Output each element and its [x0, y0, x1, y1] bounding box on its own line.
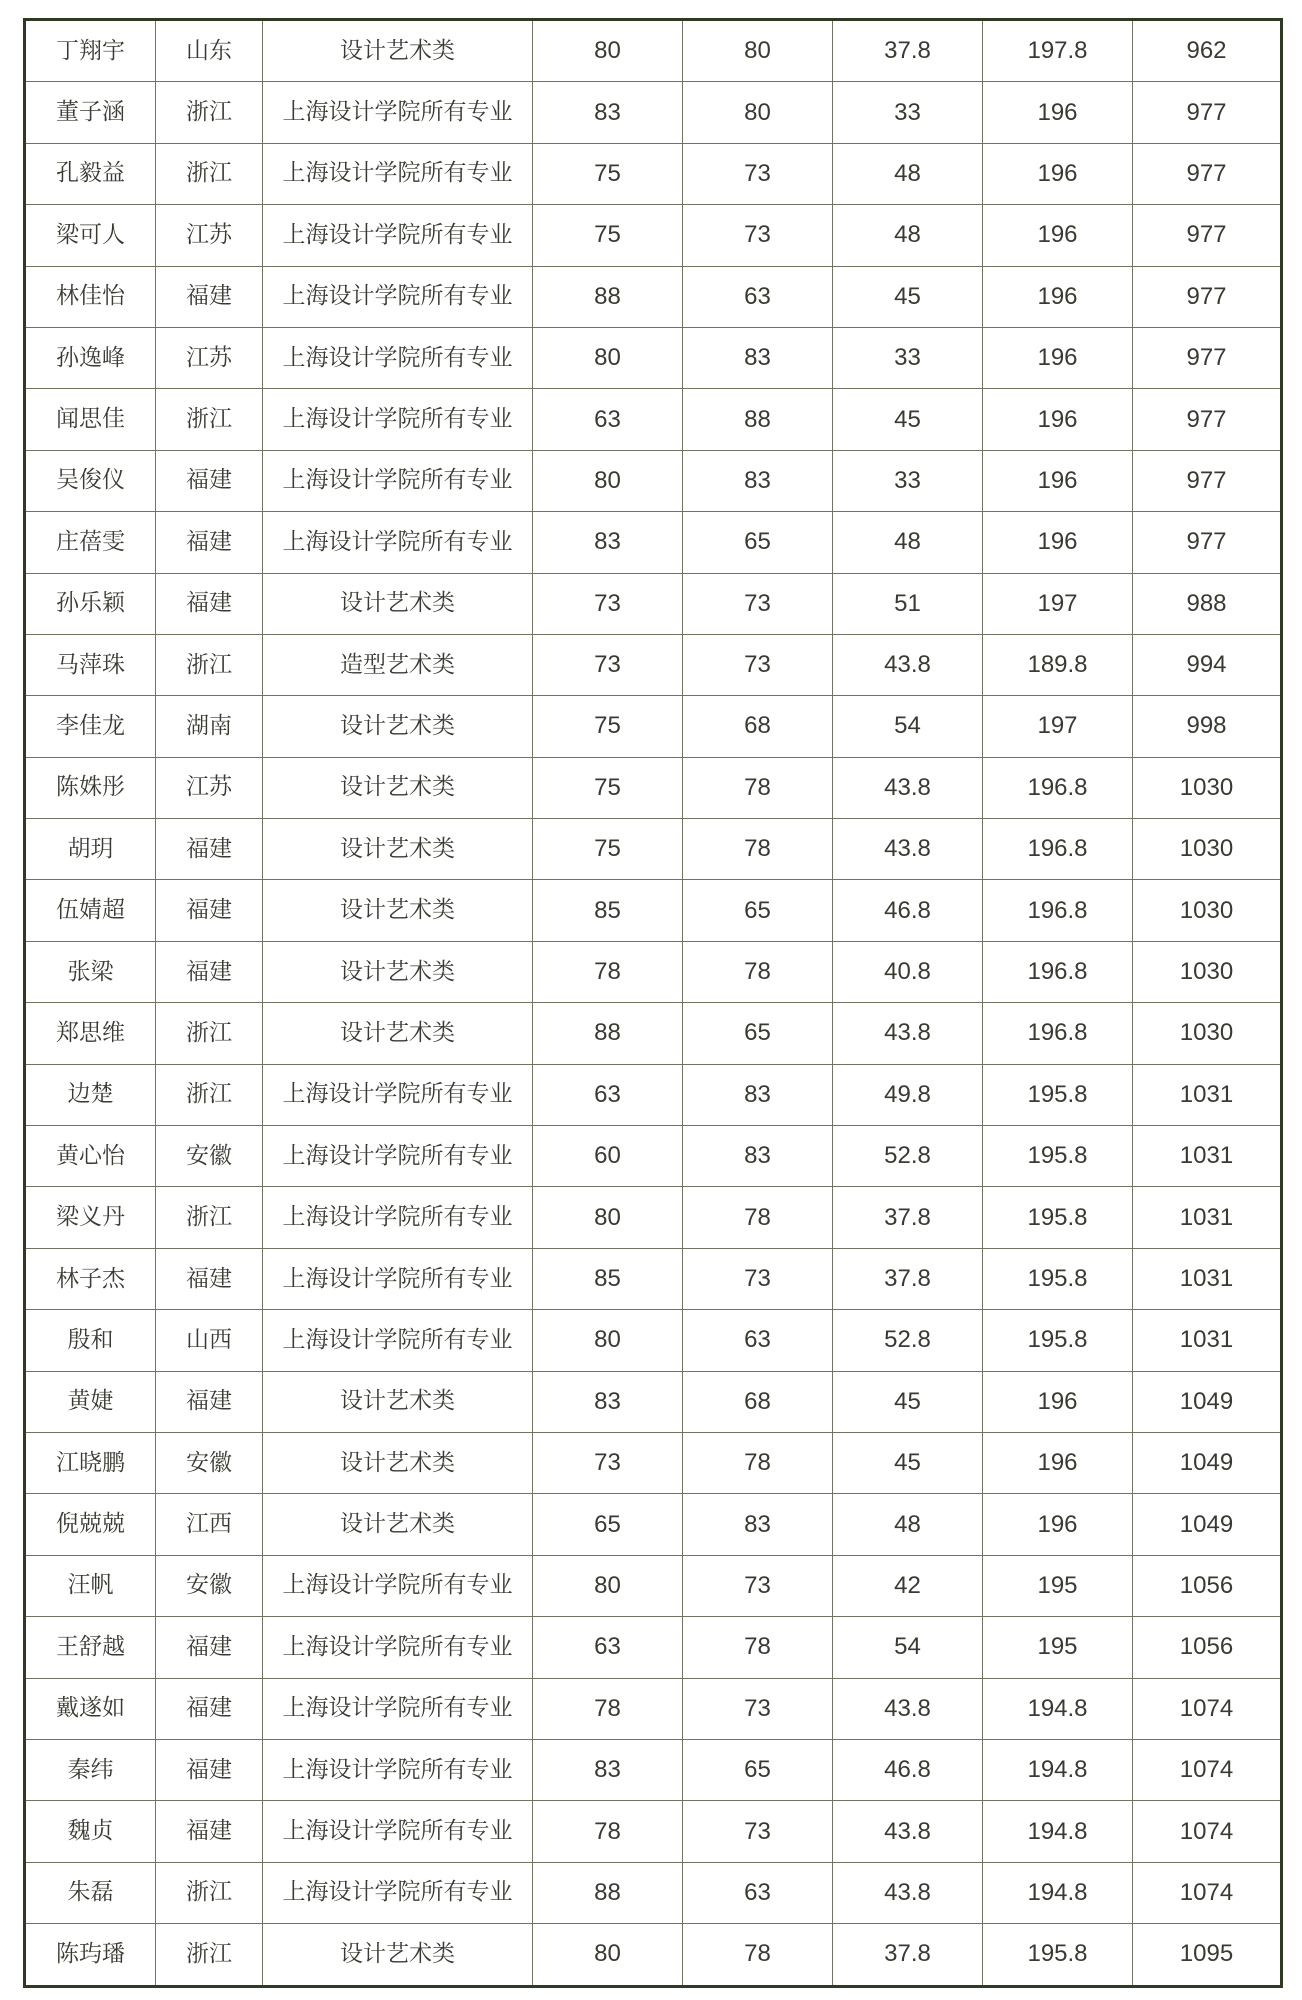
name-cell: 秦纬	[25, 1739, 156, 1800]
name-cell: 江晓鹏	[25, 1432, 156, 1493]
total-cell: 196	[983, 450, 1133, 511]
total-cell: 196	[983, 82, 1133, 143]
table-row	[25, 1187, 1282, 1248]
province-cell: 浙江	[156, 389, 263, 450]
name-cell: 梁可人	[25, 205, 156, 266]
table-row	[25, 1310, 1282, 1371]
score1-cell: 85	[533, 880, 683, 941]
score1-cell: 80	[533, 327, 683, 388]
score3-cell: 52.8	[833, 1126, 983, 1187]
major-cell: 上海设计学院所有专业	[263, 1310, 533, 1371]
score2-cell: 83	[683, 327, 833, 388]
score2-cell: 78	[683, 1432, 833, 1493]
score2-cell: 73	[683, 1801, 833, 1862]
total-cell: 196	[983, 143, 1133, 204]
score2-cell: 83	[683, 450, 833, 511]
rank-cell: 1030	[1133, 819, 1282, 880]
major-cell: 设计艺术类	[263, 696, 533, 757]
score2-cell: 78	[683, 819, 833, 880]
table-row	[25, 573, 1282, 634]
table-row	[25, 20, 1282, 82]
name-cell: 李佳龙	[25, 696, 156, 757]
table-row	[25, 696, 1282, 757]
name-cell: 胡玥	[25, 819, 156, 880]
score2-cell: 63	[683, 1862, 833, 1923]
rank-cell: 998	[1133, 696, 1282, 757]
rank-cell: 1074	[1133, 1801, 1282, 1862]
table-body	[25, 20, 1282, 1987]
name-cell: 孙乐颖	[25, 573, 156, 634]
rank-cell: 994	[1133, 634, 1282, 695]
table-row	[25, 941, 1282, 1002]
rank-cell: 1031	[1133, 1187, 1282, 1248]
total-cell: 195.8	[983, 1310, 1133, 1371]
major-cell: 设计艺术类	[263, 573, 533, 634]
score3-cell: 43.8	[833, 634, 983, 695]
score2-cell: 73	[683, 143, 833, 204]
score3-cell: 43.8	[833, 1678, 983, 1739]
province-cell: 安徽	[156, 1555, 263, 1616]
major-cell: 上海设计学院所有专业	[263, 266, 533, 327]
table-row	[25, 143, 1282, 204]
score3-cell: 43.8	[833, 1801, 983, 1862]
province-cell: 福建	[156, 941, 263, 1002]
province-cell: 福建	[156, 1248, 263, 1309]
score1-cell: 80	[533, 1310, 683, 1371]
province-cell: 江西	[156, 1494, 263, 1555]
province-cell: 浙江	[156, 143, 263, 204]
score3-cell: 45	[833, 1371, 983, 1432]
total-cell: 197	[983, 696, 1133, 757]
table-row	[25, 880, 1282, 941]
name-cell: 边楚	[25, 1064, 156, 1125]
table-row	[25, 1801, 1282, 1862]
score1-cell: 78	[533, 1678, 683, 1739]
table-row	[25, 1248, 1282, 1309]
score3-cell: 52.8	[833, 1310, 983, 1371]
total-cell: 196.8	[983, 941, 1133, 1002]
province-cell: 浙江	[156, 1924, 263, 1986]
score1-cell: 83	[533, 1371, 683, 1432]
name-cell: 戴遂如	[25, 1678, 156, 1739]
rank-cell: 1095	[1133, 1924, 1282, 1986]
table-row	[25, 512, 1282, 573]
score2-cell: 73	[683, 1555, 833, 1616]
province-cell: 浙江	[156, 634, 263, 695]
score2-cell: 73	[683, 1678, 833, 1739]
rank-cell: 1056	[1133, 1617, 1282, 1678]
total-cell: 194.8	[983, 1739, 1133, 1800]
province-cell: 浙江	[156, 1187, 263, 1248]
major-cell: 上海设计学院所有专业	[263, 1126, 533, 1187]
rank-cell: 977	[1133, 512, 1282, 573]
rank-cell: 977	[1133, 450, 1282, 511]
total-cell: 196	[983, 389, 1133, 450]
name-cell: 伍婧超	[25, 880, 156, 941]
score1-cell: 73	[533, 634, 683, 695]
score1-cell: 73	[533, 1432, 683, 1493]
total-cell: 197	[983, 573, 1133, 634]
province-cell: 福建	[156, 1801, 263, 1862]
rank-cell: 977	[1133, 266, 1282, 327]
table-row	[25, 1003, 1282, 1064]
name-cell: 马萍珠	[25, 634, 156, 695]
province-cell: 福建	[156, 1678, 263, 1739]
table-row	[25, 389, 1282, 450]
name-cell: 黄婕	[25, 1371, 156, 1432]
score3-cell: 51	[833, 573, 983, 634]
score3-cell: 37.8	[833, 1187, 983, 1248]
total-cell: 195.8	[983, 1064, 1133, 1125]
table-row	[25, 1678, 1282, 1739]
score3-cell: 45	[833, 1432, 983, 1493]
major-cell: 上海设计学院所有专业	[263, 450, 533, 511]
total-cell: 195	[983, 1555, 1133, 1616]
score2-cell: 73	[683, 634, 833, 695]
table-row	[25, 1617, 1282, 1678]
score1-cell: 80	[533, 1555, 683, 1616]
score-table	[23, 18, 1283, 1988]
province-cell: 福建	[156, 573, 263, 634]
name-cell: 孙逸峰	[25, 327, 156, 388]
table-row	[25, 1494, 1282, 1555]
rank-cell: 1049	[1133, 1371, 1282, 1432]
major-cell: 设计艺术类	[263, 1432, 533, 1493]
rank-cell: 1030	[1133, 941, 1282, 1002]
total-cell: 196.8	[983, 1003, 1133, 1064]
score1-cell: 73	[533, 573, 683, 634]
table-row	[25, 1126, 1282, 1187]
rank-cell: 962	[1133, 20, 1282, 82]
name-cell: 林佳怡	[25, 266, 156, 327]
major-cell: 设计艺术类	[263, 941, 533, 1002]
province-cell: 浙江	[156, 1003, 263, 1064]
major-cell: 上海设计学院所有专业	[263, 1801, 533, 1862]
score1-cell: 85	[533, 1248, 683, 1309]
total-cell: 195.8	[983, 1924, 1133, 1986]
score1-cell: 88	[533, 266, 683, 327]
name-cell: 董子涵	[25, 82, 156, 143]
score2-cell: 88	[683, 389, 833, 450]
major-cell: 上海设计学院所有专业	[263, 1064, 533, 1125]
score1-cell: 88	[533, 1003, 683, 1064]
major-cell: 设计艺术类	[263, 1924, 533, 1986]
total-cell: 197.8	[983, 20, 1133, 82]
score1-cell: 63	[533, 1617, 683, 1678]
province-cell: 福建	[156, 450, 263, 511]
total-cell: 195	[983, 1617, 1133, 1678]
score2-cell: 83	[683, 1126, 833, 1187]
score3-cell: 48	[833, 143, 983, 204]
province-cell: 湖南	[156, 696, 263, 757]
score3-cell: 33	[833, 82, 983, 143]
name-cell: 黄心怡	[25, 1126, 156, 1187]
score1-cell: 63	[533, 1064, 683, 1125]
score1-cell: 78	[533, 1801, 683, 1862]
name-cell: 孔毅益	[25, 143, 156, 204]
name-cell: 魏贞	[25, 1801, 156, 1862]
score3-cell: 33	[833, 327, 983, 388]
score2-cell: 73	[683, 205, 833, 266]
name-cell: 倪兢兢	[25, 1494, 156, 1555]
score2-cell: 65	[683, 880, 833, 941]
rank-cell: 1074	[1133, 1862, 1282, 1923]
rank-cell: 977	[1133, 205, 1282, 266]
score1-cell: 60	[533, 1126, 683, 1187]
score3-cell: 49.8	[833, 1064, 983, 1125]
total-cell: 194.8	[983, 1678, 1133, 1739]
score2-cell: 83	[683, 1494, 833, 1555]
score3-cell: 48	[833, 205, 983, 266]
score1-cell: 80	[533, 450, 683, 511]
major-cell: 设计艺术类	[263, 1003, 533, 1064]
rank-cell: 977	[1133, 82, 1282, 143]
score1-cell: 75	[533, 143, 683, 204]
score1-cell: 63	[533, 389, 683, 450]
score2-cell: 68	[683, 1371, 833, 1432]
total-cell: 194.8	[983, 1801, 1133, 1862]
score3-cell: 43.8	[833, 757, 983, 818]
name-cell: 张梁	[25, 941, 156, 1002]
table-row	[25, 1064, 1282, 1125]
province-cell: 福建	[156, 512, 263, 573]
rank-cell: 1030	[1133, 757, 1282, 818]
score3-cell: 40.8	[833, 941, 983, 1002]
major-cell: 设计艺术类	[263, 757, 533, 818]
score1-cell: 75	[533, 205, 683, 266]
score2-cell: 80	[683, 20, 833, 82]
rank-cell: 1030	[1133, 880, 1282, 941]
name-cell: 陈姝彤	[25, 757, 156, 818]
rank-cell: 977	[1133, 143, 1282, 204]
score2-cell: 83	[683, 1064, 833, 1125]
score3-cell: 43.8	[833, 1003, 983, 1064]
name-cell: 朱磊	[25, 1862, 156, 1923]
table-row	[25, 1555, 1282, 1616]
name-cell: 汪帆	[25, 1555, 156, 1616]
total-cell: 196.8	[983, 819, 1133, 880]
score2-cell: 78	[683, 757, 833, 818]
table-row	[25, 819, 1282, 880]
name-cell: 吴俊仪	[25, 450, 156, 511]
table-row	[25, 1739, 1282, 1800]
score2-cell: 78	[683, 941, 833, 1002]
score3-cell: 43.8	[833, 1862, 983, 1923]
name-cell: 殷和	[25, 1310, 156, 1371]
score3-cell: 45	[833, 389, 983, 450]
table-row	[25, 757, 1282, 818]
table-row	[25, 450, 1282, 511]
rank-cell: 1074	[1133, 1678, 1282, 1739]
major-cell: 设计艺术类	[263, 1494, 533, 1555]
score1-cell: 65	[533, 1494, 683, 1555]
score3-cell: 54	[833, 696, 983, 757]
total-cell: 196	[983, 512, 1133, 573]
total-cell: 196	[983, 1494, 1133, 1555]
score2-cell: 73	[683, 1248, 833, 1309]
table-row	[25, 327, 1282, 388]
name-cell: 庄蓓雯	[25, 512, 156, 573]
total-cell: 189.8	[983, 634, 1133, 695]
score2-cell: 73	[683, 573, 833, 634]
rank-cell: 1074	[1133, 1739, 1282, 1800]
total-cell: 196	[983, 1432, 1133, 1493]
total-cell: 196	[983, 327, 1133, 388]
rank-cell: 1031	[1133, 1064, 1282, 1125]
score3-cell: 37.8	[833, 20, 983, 82]
score2-cell: 65	[683, 1739, 833, 1800]
table-row	[25, 634, 1282, 695]
score1-cell: 83	[533, 82, 683, 143]
table-row	[25, 1432, 1282, 1493]
total-cell: 194.8	[983, 1862, 1133, 1923]
rank-cell: 1031	[1133, 1126, 1282, 1187]
province-cell: 山西	[156, 1310, 263, 1371]
major-cell: 设计艺术类	[263, 1371, 533, 1432]
province-cell: 福建	[156, 1617, 263, 1678]
score2-cell: 65	[683, 1003, 833, 1064]
score1-cell: 80	[533, 1924, 683, 1986]
total-cell: 196.8	[983, 757, 1133, 818]
province-cell: 安徽	[156, 1126, 263, 1187]
score2-cell: 63	[683, 266, 833, 327]
score2-cell: 65	[683, 512, 833, 573]
total-cell: 196	[983, 1371, 1133, 1432]
score3-cell: 45	[833, 266, 983, 327]
total-cell: 196	[983, 205, 1133, 266]
score1-cell: 78	[533, 941, 683, 1002]
province-cell: 福建	[156, 880, 263, 941]
score3-cell: 48	[833, 512, 983, 573]
rank-cell: 1031	[1133, 1248, 1282, 1309]
rank-cell: 1030	[1133, 1003, 1282, 1064]
major-cell: 上海设计学院所有专业	[263, 389, 533, 450]
major-cell: 上海设计学院所有专业	[263, 327, 533, 388]
province-cell: 安徽	[156, 1432, 263, 1493]
province-cell: 福建	[156, 819, 263, 880]
rank-cell: 1049	[1133, 1432, 1282, 1493]
province-cell: 江苏	[156, 205, 263, 266]
table-row	[25, 1862, 1282, 1923]
major-cell: 上海设计学院所有专业	[263, 1678, 533, 1739]
province-cell: 浙江	[156, 1862, 263, 1923]
score1-cell: 83	[533, 512, 683, 573]
score1-cell: 80	[533, 1187, 683, 1248]
total-cell: 195.8	[983, 1248, 1133, 1309]
rank-cell: 988	[1133, 573, 1282, 634]
score2-cell: 68	[683, 696, 833, 757]
rank-cell: 977	[1133, 327, 1282, 388]
score2-cell: 78	[683, 1924, 833, 1986]
rank-cell: 1031	[1133, 1310, 1282, 1371]
province-cell: 浙江	[156, 82, 263, 143]
province-cell: 福建	[156, 1371, 263, 1432]
score1-cell: 80	[533, 20, 683, 82]
score3-cell: 33	[833, 450, 983, 511]
province-cell: 江苏	[156, 327, 263, 388]
total-cell: 195.8	[983, 1187, 1133, 1248]
table-row	[25, 1371, 1282, 1432]
score1-cell: 83	[533, 1739, 683, 1800]
rank-cell: 1056	[1133, 1555, 1282, 1616]
score1-cell: 75	[533, 757, 683, 818]
province-cell: 山东	[156, 20, 263, 82]
total-cell: 195.8	[983, 1126, 1133, 1187]
major-cell: 上海设计学院所有专业	[263, 1617, 533, 1678]
score2-cell: 78	[683, 1617, 833, 1678]
name-cell: 闻思佳	[25, 389, 156, 450]
score2-cell: 78	[683, 1187, 833, 1248]
table-row	[25, 82, 1282, 143]
score3-cell: 37.8	[833, 1924, 983, 1986]
major-cell: 上海设计学院所有专业	[263, 1187, 533, 1248]
name-cell: 丁翔宇	[25, 20, 156, 82]
score2-cell: 63	[683, 1310, 833, 1371]
score3-cell: 37.8	[833, 1248, 983, 1309]
major-cell: 上海设计学院所有专业	[263, 1555, 533, 1616]
score2-cell: 80	[683, 82, 833, 143]
major-cell: 上海设计学院所有专业	[263, 512, 533, 573]
table-row	[25, 1924, 1282, 1986]
rank-cell: 1049	[1133, 1494, 1282, 1555]
major-cell: 上海设计学院所有专业	[263, 1862, 533, 1923]
score1-cell: 75	[533, 696, 683, 757]
table-row	[25, 205, 1282, 266]
rank-cell: 977	[1133, 389, 1282, 450]
province-cell: 福建	[156, 266, 263, 327]
score3-cell: 42	[833, 1555, 983, 1616]
name-cell: 林子杰	[25, 1248, 156, 1309]
name-cell: 王舒越	[25, 1617, 156, 1678]
major-cell: 上海设计学院所有专业	[263, 205, 533, 266]
table-row	[25, 266, 1282, 327]
score1-cell: 88	[533, 1862, 683, 1923]
major-cell: 设计艺术类	[263, 880, 533, 941]
score3-cell: 46.8	[833, 880, 983, 941]
total-cell: 196	[983, 266, 1133, 327]
major-cell: 造型艺术类	[263, 634, 533, 695]
province-cell: 浙江	[156, 1064, 263, 1125]
score3-cell: 46.8	[833, 1739, 983, 1800]
name-cell: 郑思维	[25, 1003, 156, 1064]
name-cell: 陈玙璠	[25, 1924, 156, 1986]
score3-cell: 43.8	[833, 819, 983, 880]
major-cell: 上海设计学院所有专业	[263, 82, 533, 143]
major-cell: 上海设计学院所有专业	[263, 1248, 533, 1309]
major-cell: 设计艺术类	[263, 819, 533, 880]
score1-cell: 75	[533, 819, 683, 880]
total-cell: 196.8	[983, 880, 1133, 941]
province-cell: 江苏	[156, 757, 263, 818]
major-cell: 上海设计学院所有专业	[263, 1739, 533, 1800]
major-cell: 设计艺术类	[263, 20, 533, 82]
name-cell: 梁义丹	[25, 1187, 156, 1248]
score3-cell: 48	[833, 1494, 983, 1555]
score3-cell: 54	[833, 1617, 983, 1678]
major-cell: 上海设计学院所有专业	[263, 143, 533, 204]
province-cell: 福建	[156, 1739, 263, 1800]
